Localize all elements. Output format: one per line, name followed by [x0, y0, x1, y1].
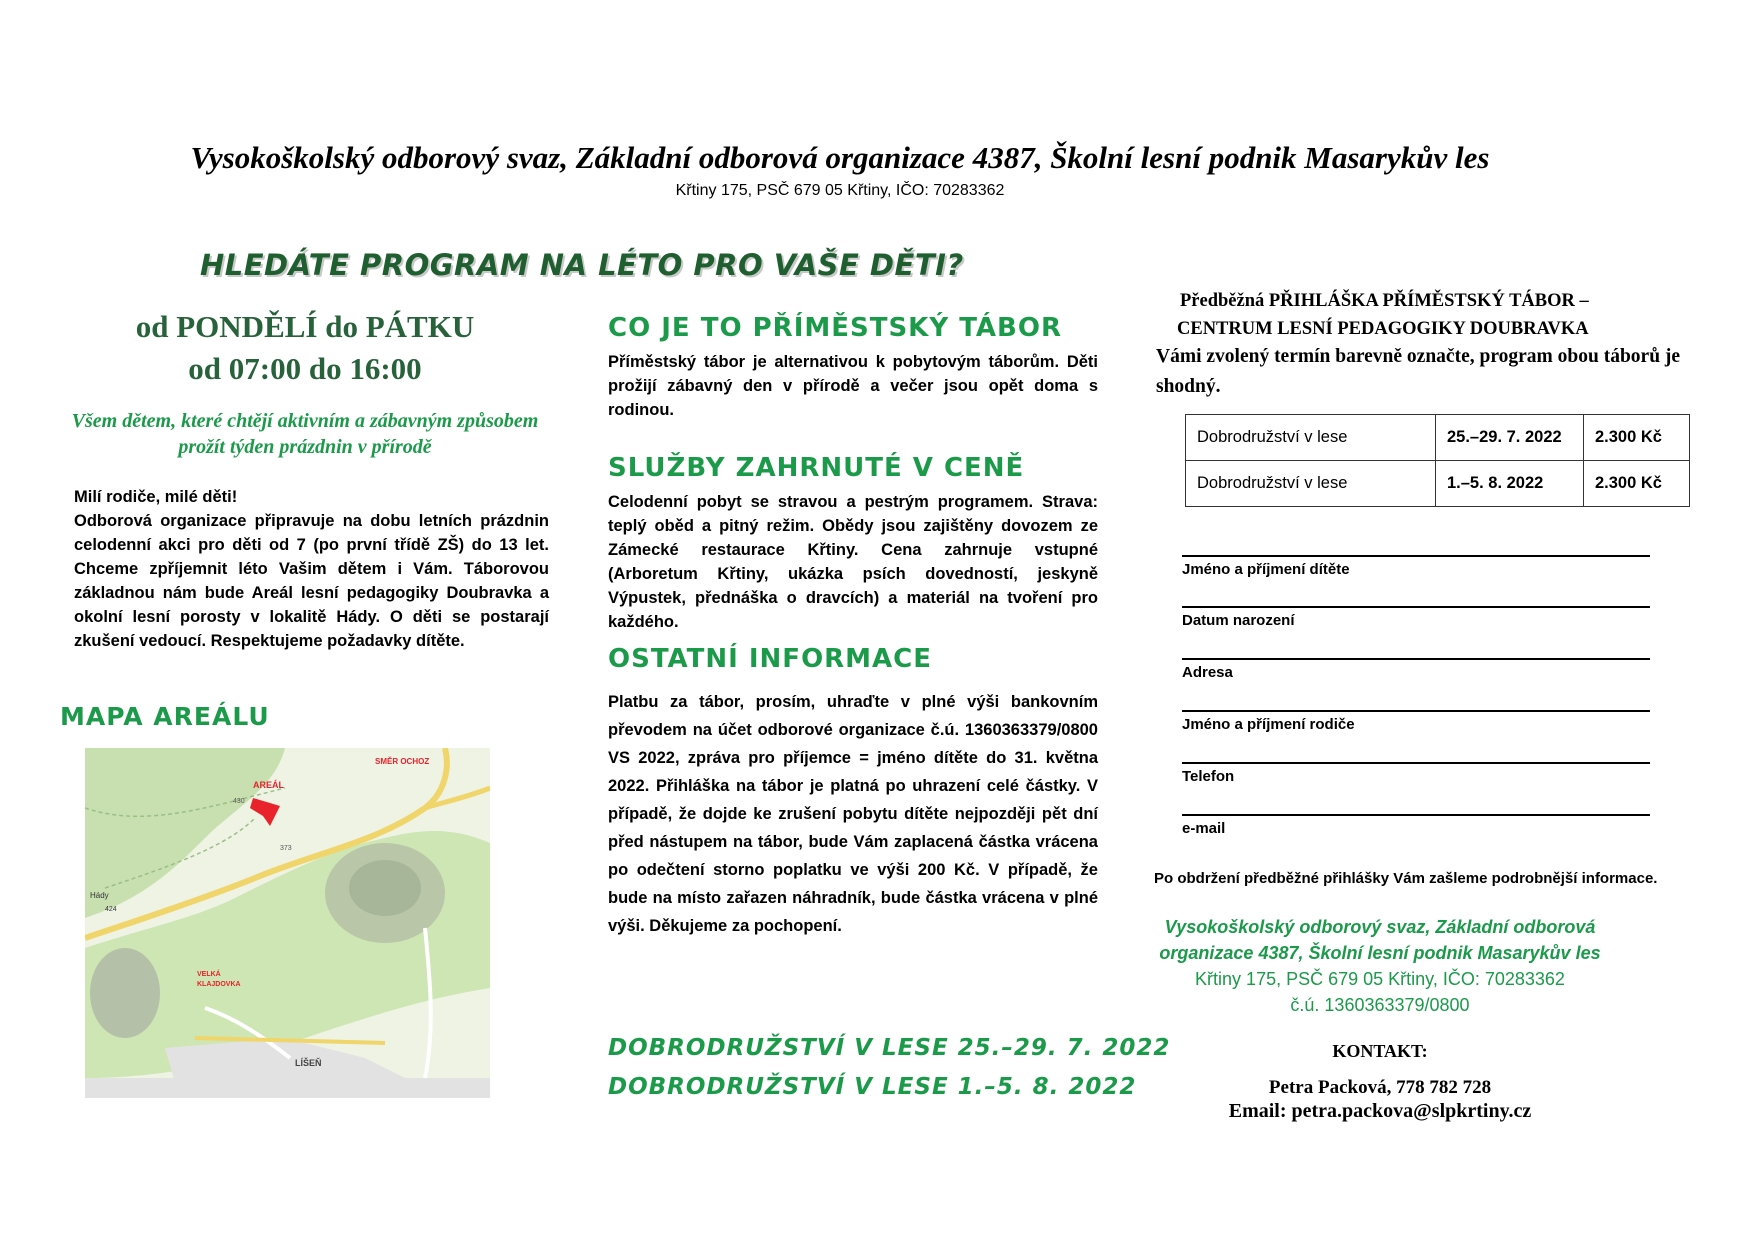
contact-email[interactable]: Email: petra.packova@slpkrtiny.cz [1228, 1100, 1532, 1122]
other-info-heading: OSTATNÍ INFORMACE [608, 644, 933, 674]
organization-address: Křtiny 175, PSČ 679 05 Křtiny, IČO: 70283362 [675, 182, 1005, 199]
child-name-field[interactable] [1182, 555, 1650, 578]
map-label-road-number: 373 [280, 845, 292, 852]
schedule-hours-line: od 07:00 do 16:00 [188, 351, 422, 386]
email-field[interactable] [1182, 814, 1650, 837]
term-dates: 1.–5. 8. 2022 [1436, 461, 1584, 507]
phone-field[interactable] [1182, 762, 1650, 785]
parent-name-field[interactable] [1182, 710, 1650, 733]
map-label-direction: SMĚR OCHOZ [375, 757, 430, 766]
form-title [1150, 287, 1690, 343]
field-label: e-mail [1182, 820, 1226, 837]
quarry [90, 948, 160, 1038]
what-text: Příměstský tábor je alternativou k pobytovým táborům. Děti prožijí zábavný den v přírodě a večer jsou opět doma s rodinou. [608, 353, 1098, 419]
what-heading: CO JE TO PŘÍMĚSTSKÝ TÁBOR [608, 313, 1062, 343]
term-table [1185, 414, 1690, 507]
footer-account-line: č.ú. 1360363379/0800 [1290, 995, 1470, 1015]
intro-block [74, 485, 549, 653]
map-label-klajdovka: KLAJDOVKA [197, 981, 241, 988]
map-heading: MAPA AREÁLU [60, 702, 270, 731]
other-info-text: Platbu za tábor, prosím, uhraďte v plné výši bankovním převodem na účet odborové organizace č.ú. 1360363379/0800 VS 2022, zpráva pro příjemce = jméno dítěte do 31. května 2022. Přihláška na tábor je platná po uhrazení celé částky. V případě, že dojde ke zrušení pobytu dítěte nejpozději pět dní před nástupem na tábor, bude Vám zaplacená částka vrácena po odečtení storno poplatku ve výši 200 Kč. V případě, že bude na místo zařazen náhradník, bude částka vrácena v plné výši. Děkujeme za pochopení. [608, 693, 1098, 935]
town-area [85, 1078, 490, 1098]
greeting: Milí rodiče, milé děti! [74, 488, 238, 506]
form-title-line: CENTRUM LESNÍ PEDAGOGIKY DOUBRAVKA [1177, 319, 1589, 339]
term-row[interactable] [1186, 461, 1690, 507]
term-date-2: DOBRODRUŽSTVÍ V LESE 1.–5. 8. 2022 [608, 1074, 1137, 1100]
footer-address [1150, 966, 1610, 1018]
services-heading: SLUŽBY ZAHRNUTÉ V CENĚ [608, 453, 1025, 483]
form-note: Vámi zvolený termín barevně označte, program obou táborů je shodný. [1156, 346, 1681, 397]
map-label-elevation: 430 [233, 798, 245, 805]
map-label-velka: VELKÁ [197, 971, 221, 978]
after-submission-note: Po obdržení předběžné přihlášky Vám zašleme podrobnější informace. [1154, 870, 1658, 887]
services-text: Celodenní pobyt se stravou a pestrým programem. Strava: teplý oběd a pitný režim. Obědy jsou zajištěny dovozem ze Zámecké restaurace Křtiny. Cena zahrnuje vstupné (Arboretum Křtiny, ukázka psích dovedností, jeskyně Výpustek, přednáška o dravcích) a materiál na tvoření pro každého. [608, 493, 1098, 631]
map-label-lisen: LÍŠEŇ [295, 1058, 322, 1068]
hill-top [349, 860, 421, 916]
form-title-line: Předběžná PŘIHLÁŠKA PŘÍMĚSTSKÝ TÁBOR – [1180, 291, 1589, 311]
field-label: Jméno a příjmení dítěte [1182, 561, 1350, 578]
area-map [85, 748, 490, 1098]
schedule-days-line: od PONDĚLÍ do PÁTKU [135, 309, 475, 344]
map-label-hady: Hády [90, 891, 109, 900]
term-dates: 25.–29. 7. 2022 [1436, 415, 1584, 461]
birth-date-field[interactable] [1182, 606, 1650, 629]
contact-person: Petra Packová, 778 782 728 [1268, 1077, 1492, 1098]
field-label: Telefon [1182, 768, 1235, 785]
invitation-text: Všem dětem, které chtějí aktivním a zábavným způsobem prožít týden prázdnin v přírodě [71, 410, 539, 458]
footer-organization: Vysokoškolský odborový svaz, Základní odborová organizace 4387, Školní lesní podnik Masarykův les [1159, 917, 1601, 963]
intro-paragraph: Odborová organizace připravuje na dobu letních prázdnin celodenní akci pro děti od 7 (po první třídě ZŠ) do 13 let. Chceme zpříjemnit léto Vašim dětem i Vám. Táborovou základnou nám bude Areál lesní pedagogiky Doubravka a okolní lesní porosty v lokalitě Hády. O děti se postarají zkušení vedoucí. Respektujeme požadavky dítěte. [74, 512, 549, 650]
map-label-areal: AREÁL [253, 780, 284, 790]
term-name: Dobrodružství v lese [1186, 461, 1436, 507]
field-label: Adresa [1182, 664, 1233, 681]
footer-address-line: Křtiny 175, PSČ 679 05 Křtiny, IČO: 70283362 [1195, 969, 1565, 989]
address-field[interactable] [1182, 658, 1650, 681]
term-row[interactable] [1186, 415, 1690, 461]
headline: HLEDÁTE PROGRAM NA LÉTO PRO VAŠE DĚTI? [200, 248, 964, 282]
term-price: 2.300 Kč [1584, 461, 1690, 507]
term-name: Dobrodružství v lese [1186, 415, 1436, 461]
map-label-peak: 424 [105, 906, 117, 913]
organization-title: Vysokoškolský odborový svaz, Základní odborová organizace 4387, Školní lesní podnik Masarykův les [190, 140, 1490, 175]
term-price: 2.300 Kč [1584, 415, 1690, 461]
term-date-1: DOBRODRUŽSTVÍ V LESE 25.–29. 7. 2022 [608, 1035, 1171, 1061]
contact-label: KONTAKT: [1332, 1041, 1428, 1061]
field-label: Datum narození [1182, 612, 1295, 629]
schedule-days [105, 306, 505, 390]
field-label: Jméno a příjmení rodiče [1182, 716, 1355, 733]
